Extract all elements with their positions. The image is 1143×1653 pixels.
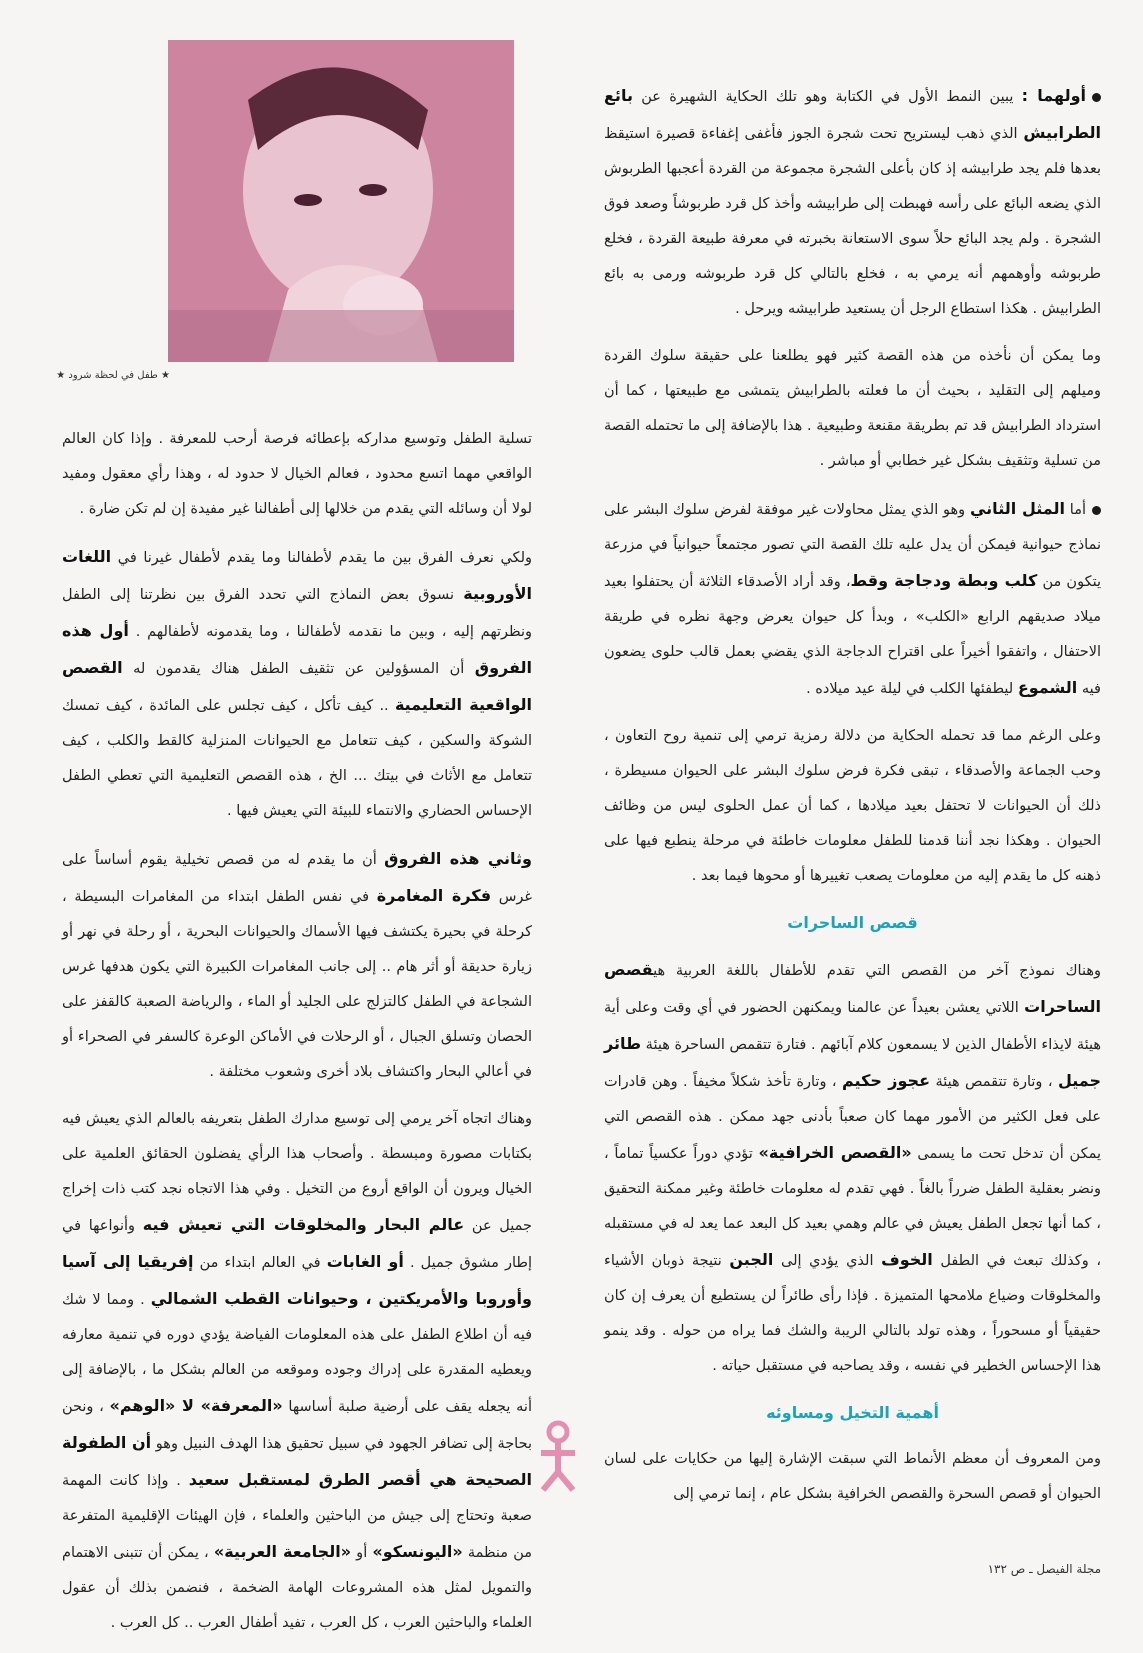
bold-term: بائع الطرابيش — [604, 86, 1101, 142]
text: وأنواعها في إطار مشوق جميل . — [62, 1218, 532, 1271]
text: أو — [351, 1545, 373, 1561]
photo-caption: ★ طفل في لحظة شرود ★ — [56, 370, 170, 381]
text: أن المسؤولين عن تثقيف الطفل هناك يقدمون له — [122, 661, 475, 677]
paragraph: تسلية الطفل وتوسيع مداركه بإعطائه فرصة أرحب للمعرفة . وإذا كان العالم الواقعي مهما اتسع محدود ، فعالم الخيال لا حدود له ، وهذا رأي معقول ومفيد لولا أن وسائله التي يقدم من خلالها إلى أطفالنا غير مفيدة إن لم تكن ضارة . — [62, 431, 532, 517]
text: الذي ذهب ليستريح تحت شجرة الجوز فأغفى إغفاءة قصيرة استيقظ بعدها فلم يجد طرابيشه إذ كان بأعلى الشجرة مجموعة من القردة أعجبها الطربوش الذي يضعه البائع على رأسه فهبطت إلى طرابيشه وأخذ كل قرد طربوشاً وصعد فوق الشجرة . ولم يجد البائع حلاً سوى الاستعانة بخبرته في معرفة طبيعة القردة ، فخلع طربوشه وأوهمهم أنه يرمي به ، فخلع بالتالي كل قرد طربوشه ورمى به بائع الطرابيش . هكذا استطاع الرجل أن يستعيد طرابيشه ويرحل . — [604, 126, 1101, 317]
paragraph — [604, 952, 1101, 1384]
paragraph — [604, 78, 1101, 327]
paragraph — [604, 491, 1101, 707]
bold-term: «المعرفة» لا «الوهم» — [109, 1396, 283, 1415]
bold-term: إفريقيا إلى آسيا وأوروبا والأمريكتين ، وحيوانات القطب الشمالي — [62, 1252, 532, 1308]
end-ornament-icon — [533, 1420, 583, 1492]
text: ليطفئها الكلب في ليلة عيد ميلاده . — [806, 681, 1018, 697]
text: . وإذا كانت المهمة صعبة وتحتاج إلى جيش من الباحثين والعلماء ، فإن الهيئات الإقليمية المتفرعة من منظمة — [62, 1473, 532, 1561]
section-heading: أهمية التخيل ومساوئه — [766, 1403, 939, 1422]
bold-term: «اليونسكو» — [372, 1542, 463, 1561]
lead-term: المثل الثاني — [969, 499, 1065, 518]
left-column — [62, 422, 532, 1653]
paragraph: وعلى الرغم مما قد تحمله الحكاية من دلالة رمزية ترمي إلى تنمية روح التعاون ، وحب الجماعة والأصدقاء ، تبقى فكرة فرض سلوك البشر على الحيوان مسيطرة ، ذلك أن الحيوانات لا تحتفل بعيد ميلادها ، كما أن عمل الحلوى ليس من وظائف الحيوان . وهكذا نجد أننا قدمنا للطفل معلومات خاطئة في مرحلة ينطبع فيها على ذهنه كل ما يقدم إليه من معلومات يصعب تغييرها أو محوها فيما بعد . — [604, 728, 1101, 884]
text: تؤدي دوراً عكسياً تماماً ، ونضر بعقلية الطفل ضرراً بالغاً . فهي تقدم له معلومات خاطئة وغير ممكنة التحقيق ، كما أنها تجعل الطفل يعيش في عالم وهمي بعيد كل البعد عما يعد له في مستقبله ، وكذلك تبعث في الطفل — [604, 1146, 1101, 1269]
text: أما — [1065, 502, 1087, 518]
bold-term: طائر جميل — [604, 1034, 1102, 1090]
bold-term: الشموع — [1017, 678, 1078, 697]
bold-term: عالم البحار والمخلوقات التي تعيش فيه — [142, 1215, 465, 1234]
right-column — [604, 78, 1101, 1524]
text: نسوق بعض النماذج التي تحدد الفرق بين نظرتنا إلى الطفل ونظرتهم إليه ، وبين ما نقدمه لأطفالنا ، وما يقدمونه لأطفالهم . — [62, 587, 532, 640]
bullet-icon — [1092, 93, 1101, 102]
text: في العالم ابتداء من — [193, 1255, 327, 1271]
bold-term: كلب وبطة ودجاجة وقط — [850, 571, 1038, 590]
text: وهناك نموذج آخر من القصص التي تقدم للأطفال باللغة العربية هي — [653, 963, 1101, 979]
bold-term: أن الطفولة الصحيحة هي أقصر الطرق لمستقبل سعيد — [62, 1433, 533, 1489]
bold-term: أول هذه الفروق — [62, 621, 532, 677]
text: يبين النمط الأول في الكتابة وهو تلك الحكاية الشهيرة عن — [632, 89, 1022, 105]
text: ، وقد أراد الأصدقاء الثلاثة أن يحتفلوا بعيد ميلاد صديقهم الرابع «الكلب» ، وبدأ كل حيوان يعرض وجهة نظره في طريقة الاحتفال ، واتفقوا أخيراً على اقتراح الدجاجة الذي يقضي بعمل قالب حلوى يضعون فيه — [604, 574, 1101, 697]
text: في نفس الطفل ابتداء من المغامرات البسيطة ، كرحلة في بحيرة يكتشف فيها الأسماك والحيوانات البحرية ، أو رحلة في نهر أو زيارة حديقة أو أثر هام .. إلى جانب المغامرات الكبيرة التي يكون هدفها غرس الشجاعة في الطفل كالتزلج على الجليد أو الماء ، والرياضة الصعبة كالقفز على الحصان وتسلق الجبال ، أو الرحلات في الأماكن الوعرة كالسفر في الصحراء أو في أعالي البحار واكتشاف بلاد أخرى وشعوب مختلفة . — [62, 889, 532, 1080]
text: ولكي نعرف الفرق بين ما يقدم لأطفالنا وما يقدم لأطفال غيرنا في — [111, 550, 532, 566]
bold-term: اللغات الأوروبية — [62, 547, 532, 603]
bold-term: «الجامعة العربية» — [213, 1542, 352, 1561]
text: وهو الذي يمثل محاولات غير موفقة لفرض سلوك البشر على نماذج حيوانية فيمكن أن يدل عليه تلك القصة التي تصور مجتمعاً حيوانياً في مزرعة يتكون من — [604, 502, 1101, 590]
bold-term: الجبن — [729, 1250, 774, 1269]
text: . ومما لا شك فيه أن اطلاع الطفل على هذه المعلومات الفياضة يؤدي دوره في تنمية معارفه ويعطيه المقدرة على إدراك وجوده وموقعه من العالم بشكل ما ، بالإضافة إلى أنه يجعله يقف على أرضية صلبة أساسها — [62, 1292, 532, 1415]
bold-term: عجوز حكيم — [842, 1071, 931, 1090]
text: .. كيف تأكل ، كيف تجلس على المائدة ، كيف تمسك الشوكة والسكين ، كيف تتعامل مع الحيوانات المنزلية كالقط والكلب ، كيف تتعامل مع الأثاث في بيتك ... الخ ، هذه القصص التعليمية التي تعطي الطفل الإحساس الحضاري والانتماء للبيئة التي يعيش فيها . — [62, 698, 532, 819]
text: أن ما يقدم له من قصص تخيلية يقوم أساساً على غرس — [62, 852, 533, 905]
paragraph: وما يمكن أن نأخذه من هذه القصة كثير فهو يطلعنا على حقيقة سلوك القردة وميلهم إلى التقليد ، بحيث أن ما فعلته بالطرابيش يتمشى مع طبيعتها ، كما أن استرداد الطرابيش قد تم بطريقة مقنعة وطبيعية . هذا بالإضافة إلى ما تحتمله القصة من تسلية وتثقيف بشكل غير خطابي أو مباشر . — [604, 348, 1101, 469]
bullet-icon — [1092, 506, 1101, 515]
bold-term: قصص الساحرات — [604, 960, 1101, 1016]
text: نتيجة ذوبان الأشياء والمخلوقات وضياع ملامحها المتميزة . فإذا رأى طائراً لن يستطيع أن يعرف إن كان حقيقياً أو مسحوراً ، وهذه تولد بالتالي الريبة والشك فما يراه من حوله . وقد ينمو هذا الإحساس الخطير في نفسه ، وقد يصاحبه في مستقبل حياته . — [604, 1253, 1101, 1374]
photo-child-daydreaming — [168, 40, 514, 362]
text: ، ونحن بحاجة إلى تضافر الجهود في سبيل تحقيق هذا الهدف النبيل وهو — [62, 1399, 533, 1452]
paragraph — [62, 841, 532, 1090]
bold-term: القصص الواقعية التعليمية — [62, 658, 532, 714]
paragraph: ومن المعروف أن معظم الأنماط التي سبقت الإشارة إليها من حكايات على لسان الحيوان أو قصص السحرة والقصص الخرافية بشكل عام ، إنما ترمي إلى — [604, 1451, 1101, 1502]
paragraph — [62, 1102, 532, 1641]
text: وهناك اتجاه آخر يرمي إلى توسيع مدارك الطفل بتعريفه بالعالم الذي يعيش فيه بكتابات مصورة ومبسطة . وأصحاب هذا الرأي يفضلون الحقائق العلمية على الخيال ويرون أن الواقع أروع من التخيل . وفي هذا الاتجاه نجد كتب ذات إخراج جميل عن — [62, 1111, 532, 1234]
bold-term: «القصص الخرافية» — [758, 1143, 912, 1162]
bold-term: فكرة المغامرة — [376, 886, 492, 905]
text: ، وتارة تتقمص هيئة — [930, 1074, 1058, 1090]
section-heading: قصص الساحرات — [787, 913, 918, 932]
bold-term: الخوف — [881, 1250, 933, 1269]
text: اللاتي يعشن بعيداً عن عالمنا ويمكنهن الحضور في أي وقت وعلى أية هيئة لايذاء الأطفال الذين لا يسمعون كلام آبائهم . فتارة تتقمص الساحرة هيئة — [604, 1000, 1101, 1053]
text: ، وتارة تأخذ شكلاً مخيفاً . وهن قادرات على فعل الكثير من الأمور مهما كان صعباً بأدنى جهد ممكن . هذه القصص التي يمكن أن تدخل تحت ما يسمى — [604, 1074, 1101, 1162]
bold-term: وثاني هذه الفروق — [384, 849, 532, 868]
text: الذي يؤدي إلى — [773, 1253, 882, 1269]
bold-term: أو الغابات — [326, 1252, 404, 1271]
paragraph — [62, 539, 532, 829]
text: ، يمكن أن تتبنى الاهتمام والتمويل لمثل هذه المشروعات الهامة الضخمة ، فنضمن بذلك أن عقول العلماء والباحثين العرب ، كل العرب ، تفيد أطفال العرب .. كل العرب . — [62, 1545, 532, 1631]
page-footer: مجلة الفيصل ـ ص ١٣٢ — [987, 1562, 1101, 1576]
child-photo-illustration — [168, 40, 514, 362]
lead-term: أولهما : — [1021, 86, 1087, 105]
